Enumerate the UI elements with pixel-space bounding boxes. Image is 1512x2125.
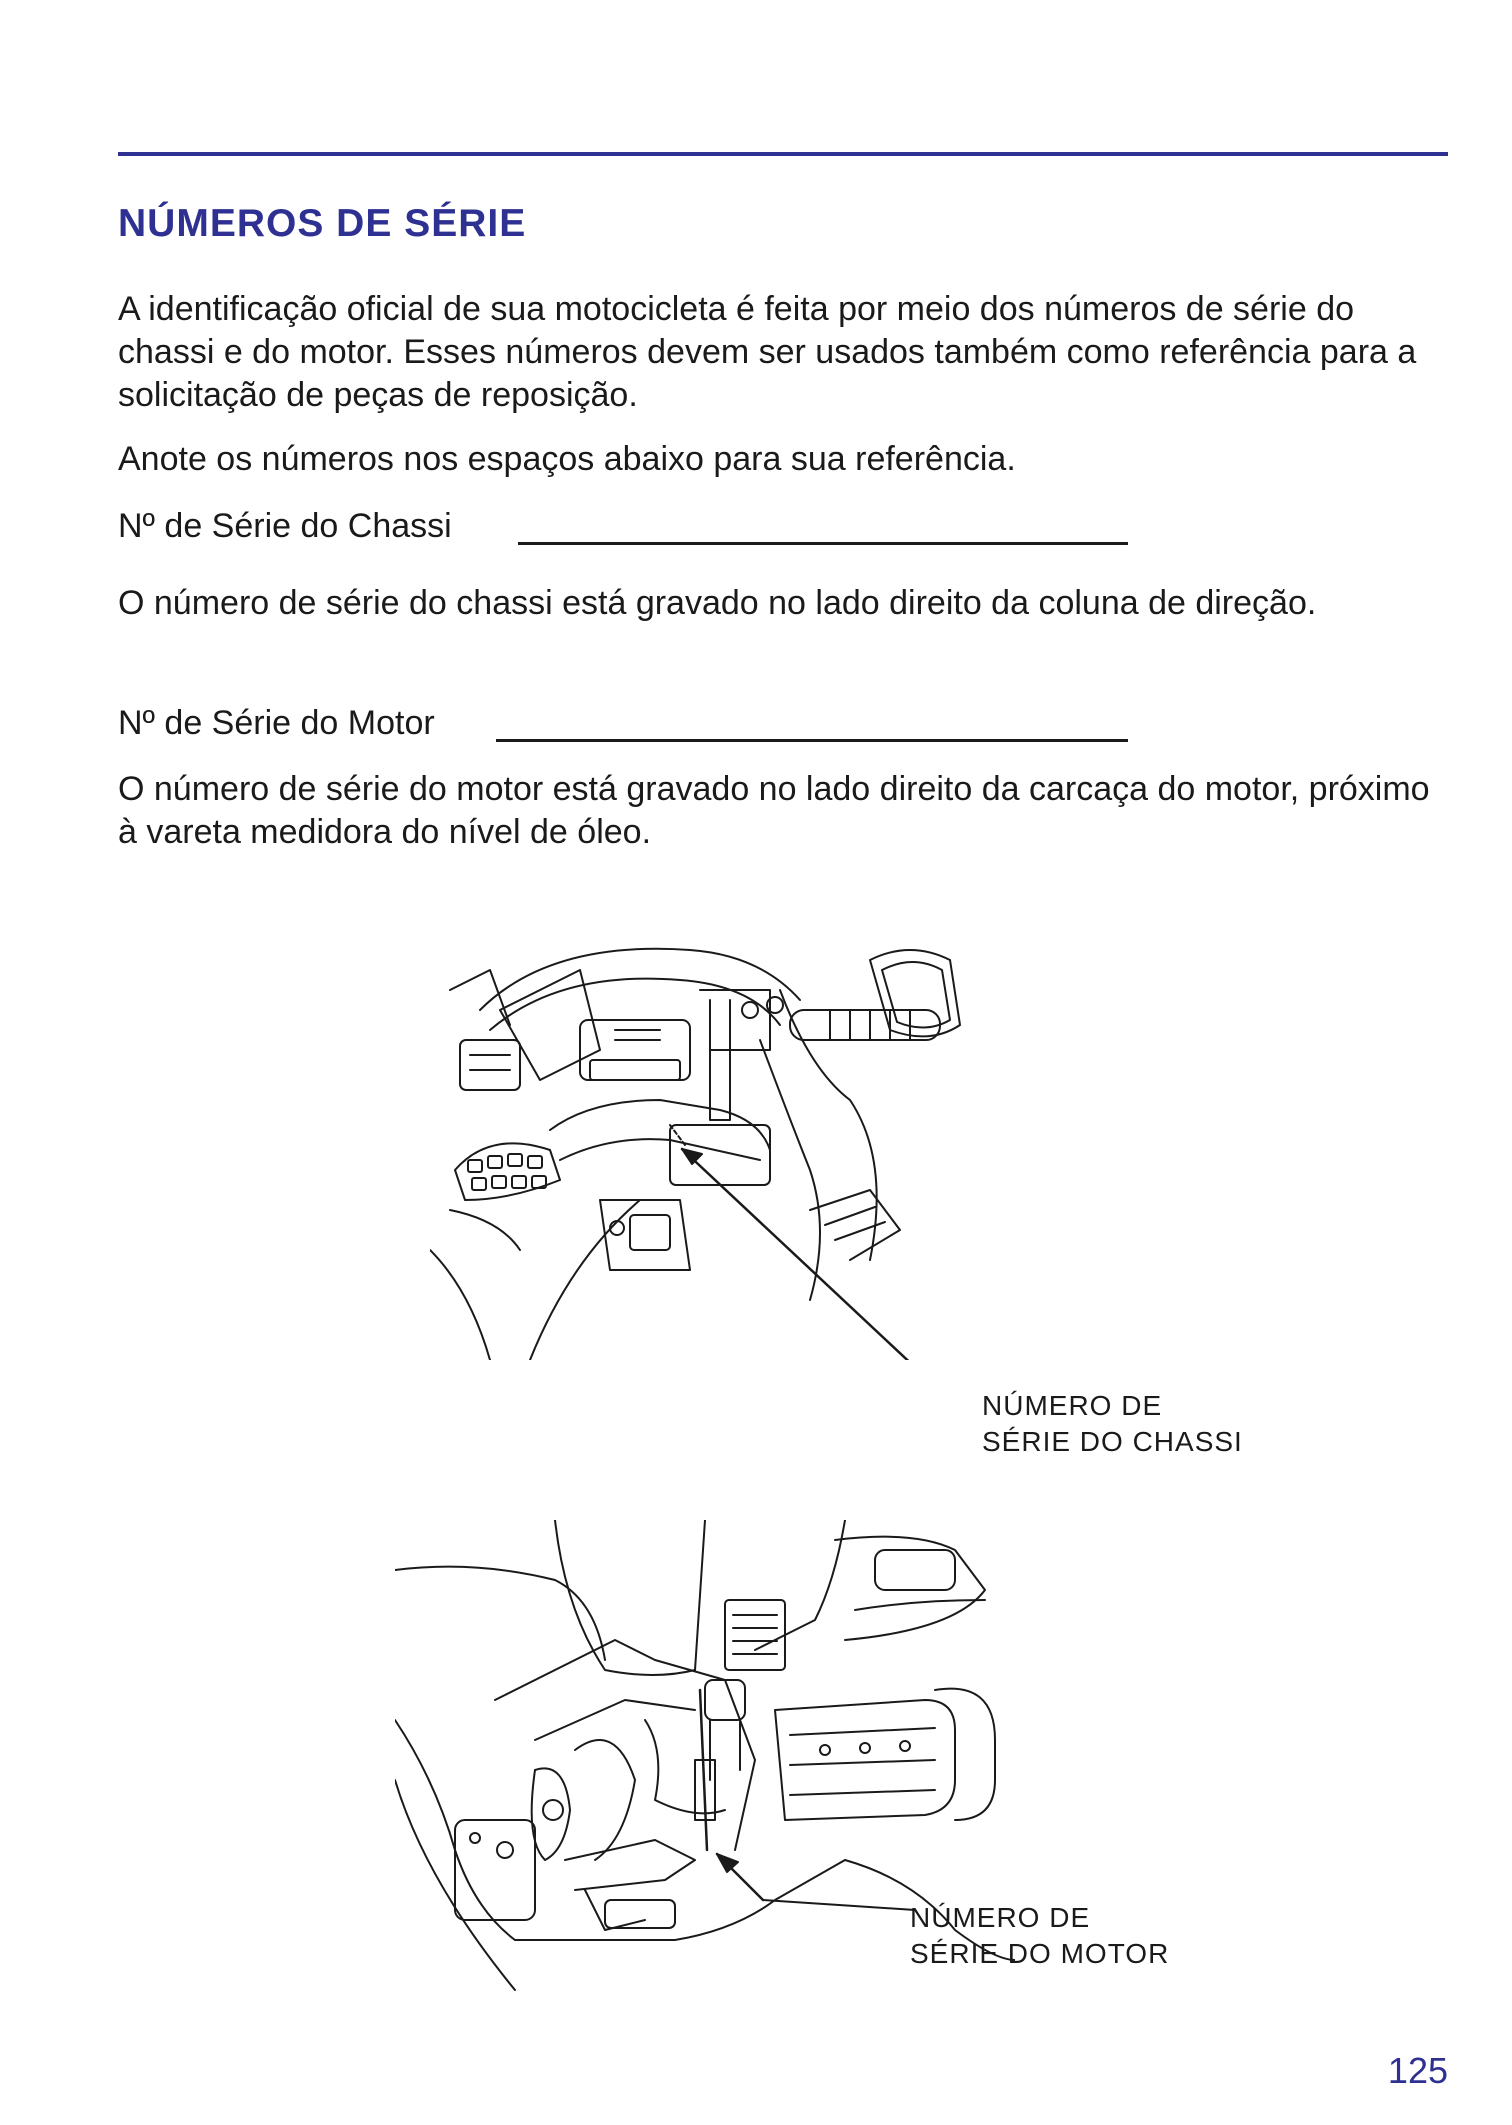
engine-number-label: Nº de Série do Motor xyxy=(118,704,435,742)
chassis-description: O número de série do chassi está gravado no lado direito da coluna de direção. xyxy=(118,584,1317,622)
header-rule xyxy=(118,152,1448,156)
section-title: NÚMEROS DE SÉRIE xyxy=(118,202,527,245)
engine-callout-line2: SÉRIE DO MOTOR xyxy=(910,1938,1170,1969)
chassis-number-label: Nº de Série do Chassi xyxy=(118,507,452,545)
note-paragraph: Anote os números nos espaços abaixo para sua referência. xyxy=(118,440,1016,478)
engine-callout xyxy=(910,1900,1169,1972)
chassis-callout xyxy=(982,1388,1243,1460)
engine-number-blank xyxy=(496,739,1128,742)
chassis-illustration xyxy=(430,930,990,1360)
chassis-callout-line2: SÉRIE DO CHASSI xyxy=(982,1426,1243,1457)
chassis-number-blank xyxy=(518,542,1128,545)
intro-paragraph: A identificação oficial de sua motocicleta é feita por meio dos números de série do chassi e do motor. Esses números devem ser usados também como referência para a solicitação de peças de reposição. xyxy=(118,290,1417,414)
page-number: 125 xyxy=(1387,2050,1448,2091)
engine-description: O número de série do motor está gravado no lado direito da carcaça do motor, próximo à vareta medidora do nível de óleo. xyxy=(118,770,1430,851)
engine-callout-line1: NÚMERO DE xyxy=(910,1902,1091,1933)
chassis-callout-line1: NÚMERO DE xyxy=(982,1390,1163,1421)
